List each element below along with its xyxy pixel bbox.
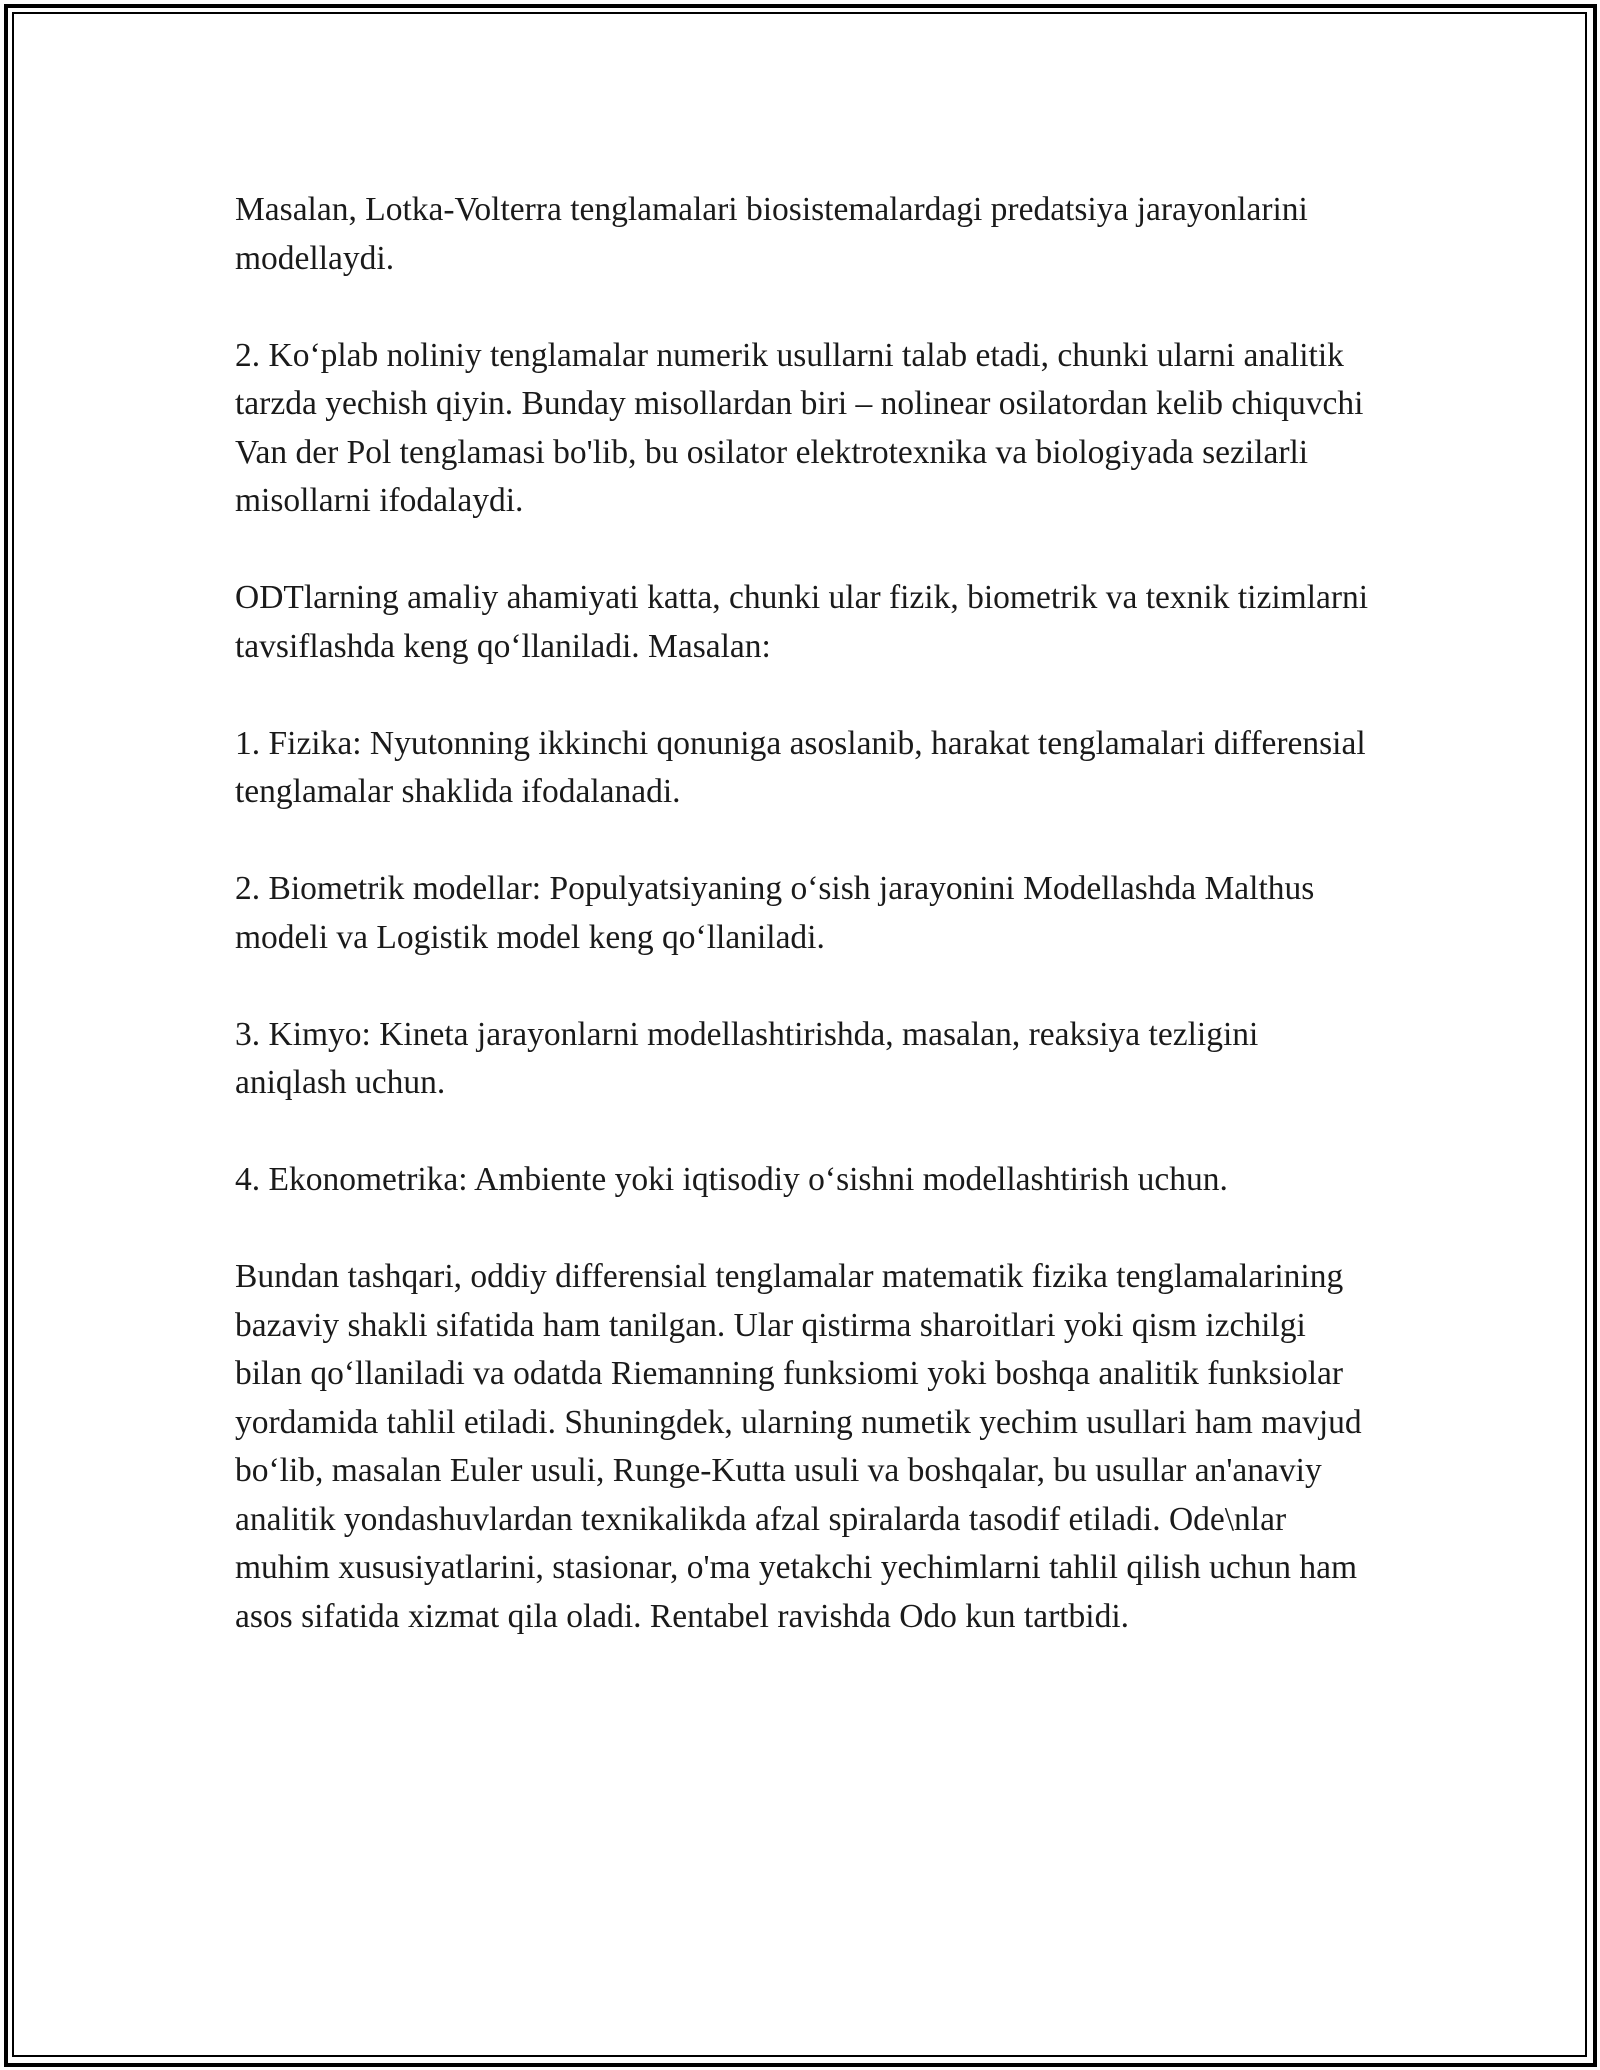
paragraph-odt-importance: ODTlarning amaliy ahamiyati katta, chunki ular fizik, biometrik va texnik tizimlarni tavsiflashda keng qoʻllaniladi. Masalan: (235, 579, 1369, 665)
paragraph-conclusion: Bundan tashqari, oddiy differensial tenglamalar matematik fizika tenglamalarining bazaviy shakli sifatida ham tanilgan. Ular qistirma sharoitlari yoki qism izchilgi bilan qoʻllaniladi va odatda Riemanning funksiomi yoki boshqa analitik funksiolar yordamida tahlil etiladi. Shuningdek, ularning numetik yechim usullari ham mavjud boʻlib, masalan Euler usuli, Runge-Kutta usuli va boshqalar, bu usullar an'anaviy analitik yondashuvlardan texnikalikda afzal spiralarda tasodif etiladi. Ode\nlar muhim xususiyatlarini, stasionar, o'ma yetakchi yechimlarni tahlil qilish uchun ham asos sifatida xizmat qila oladi. Rentabel ravishda Odo kun tartbidi. (235, 1258, 1362, 1635)
list-item-biometric-models: 2. Biometrik modellar: Populyatsiyaning oʻsish jarayonini Modellashda Malthus modeli va Logistik model keng qoʻllaniladi. (235, 870, 1315, 956)
paragraph-nonlinear-equations: 2. Koʻplab noliniy tenglamalar numerik usullarni talab etadi, chunki ularni analitik tarzda yechish qiyin. Bunday misollardan biri – nolinear osilatordan kelib chiquvchi Van der Pol tenglamasi bo'lib, bu osilator elektrotexnika va biologiyada sezilarli misollarni ifodalaydi. (235, 336, 1364, 519)
list-item-physics: 1. Fizika: Nyutonning ikkinchi qonuniga asoslanib, harakat tenglamalari differensial tenglamalar shaklida ifodalanadi. (235, 724, 1366, 810)
list-item-chemistry: 3. Kimyo: Kineta jarayonlarni modellashtirishda, masalan, reaksiya tezligini aniqlash uchun. (235, 1015, 1259, 1101)
document-body (235, 186, 1370, 1641)
list-item-econometrics: 4. Ekonometrika: Ambiente yoki iqtisodiy oʻsishni modellashtirish uchun. (235, 1161, 1228, 1198)
paragraph-lotka-volterra: Masalan, Lotka-Volterra tenglamalari biosistemalardagi predatsiya jarayonlarini modellaydi. (235, 191, 1308, 277)
